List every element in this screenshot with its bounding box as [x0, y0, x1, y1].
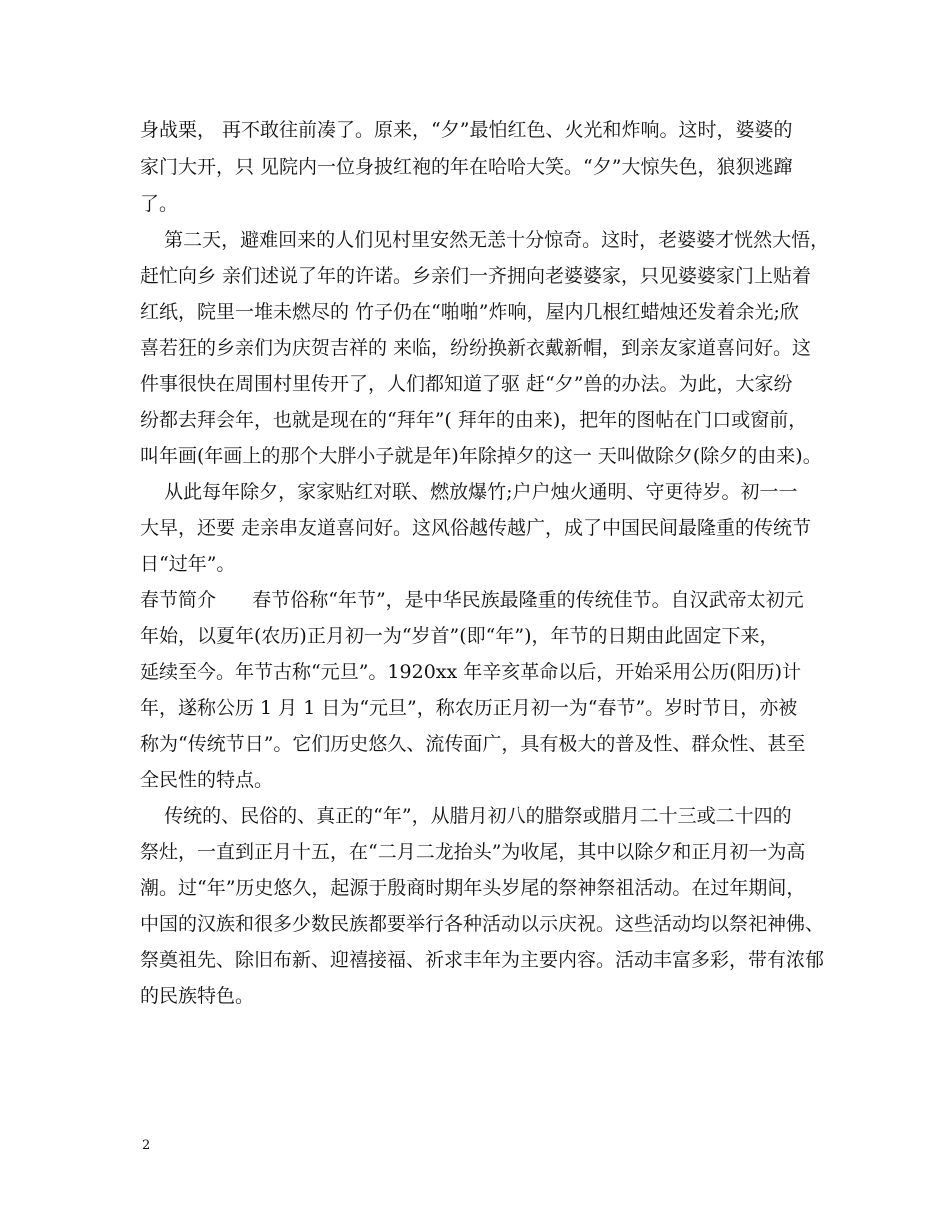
text-line: 纷都去拜会年，也就是现在的“拜年”( 拜年的由来)，把年的图帖在门口或窗前，	[140, 409, 808, 431]
text-line: 祭奠祖先、除旧布新、迎禧接福、祈求丰年为主要内容。活动丰富多彩，带有浓郁	[140, 949, 825, 971]
text-line: 年，遂称公历 1 月 1 日为“元旦”，称农历正月初一为“春节”。岁时节日，亦被	[140, 697, 798, 719]
text-line: 传统的、民俗的、真正的“年”，从腊月初八的腊祭或腊月二十三或二十四的	[140, 805, 792, 827]
text-line: 家门大开，只 见院内一位身披红袍的年在哈哈大笑。“夕”大惊失色，狼狈逃蹿	[140, 156, 793, 178]
text-line: 春节简介 春节俗称“年节”，是中华民族最隆重的传统佳节。自汉武帝太初元	[140, 589, 804, 611]
text-line: 了。	[140, 193, 179, 215]
text-line: 潮。过“年”历史悠久，起源于殷商时期年头岁尾的祭神祭祖活动。在过年期间，	[140, 877, 806, 899]
text-line: 身战栗， 再不敢往前凑了。原来，“夕”最怕红色、火光和炸响。这时，婆婆的	[140, 119, 793, 141]
text-line: 年始，以夏年(农历)正月初一为“岁首”(即“年”)，年节的日期由此固定下来，	[140, 625, 779, 647]
text-line: 赶忙向乡 亲们述说了年的许诺。乡亲们一齐拥向老婆婆家，只见婆婆家门上贴着	[140, 265, 812, 287]
text-line: 延续至今。年节古称“元旦”。1920xx 年辛亥革命以后，开始采用公历(阳历)计	[140, 661, 802, 683]
text-line: 件事很快在周围村里传开了，人们都知道了驱 赶“夕”兽的办法。为此，大家纷	[140, 373, 793, 395]
text-line: 的民族特色。	[140, 985, 255, 1007]
text-line: 从此每年除夕，家家贴红对联、燃放爆竹;户户烛火通明、守更待岁。初一一	[140, 481, 798, 503]
text-line: 日“过年”。	[140, 553, 236, 575]
page-number: 2	[142, 1138, 151, 1153]
text-line: 喜若狂的乡亲们为庆贺吉祥的 来临，纷纷换新衣戴新帽，到亲友家道喜问好。这	[140, 337, 812, 359]
text-line: 大早，还要 走亲串友道喜问好。这风俗越传越广，成了中国民间最隆重的传统节	[140, 517, 812, 539]
text-line: 中国的汉族和很多少数民族都要举行各种活动以示庆祝。这些活动均以祭祀神佛、	[140, 913, 825, 935]
text-line: 红纸，院里一堆未燃尽的 竹子仍在“啪啪”炸响，屋内几根红蜡烛还发着余光;欣	[140, 301, 799, 323]
text-line: 全民性的特点。	[140, 769, 274, 791]
text-line: 称为“传统节日”。它们历史悠久、流传面广，具有极大的普及性、群众性、甚至	[140, 733, 806, 755]
text-line: 叫年画(年画上的那个大胖小子就是年)年除掉夕的这一 天叫做除夕(除夕的由来)。	[140, 445, 822, 467]
text-line: 祭灶，一直到正月十五，在“二月二龙抬头”为收尾，其中以除夕和正月初一为高	[140, 841, 806, 863]
text-line: 第二天，避难回来的人们见村里安然无恙十分惊奇。这时，老婆婆才恍然大悟，	[140, 229, 830, 251]
